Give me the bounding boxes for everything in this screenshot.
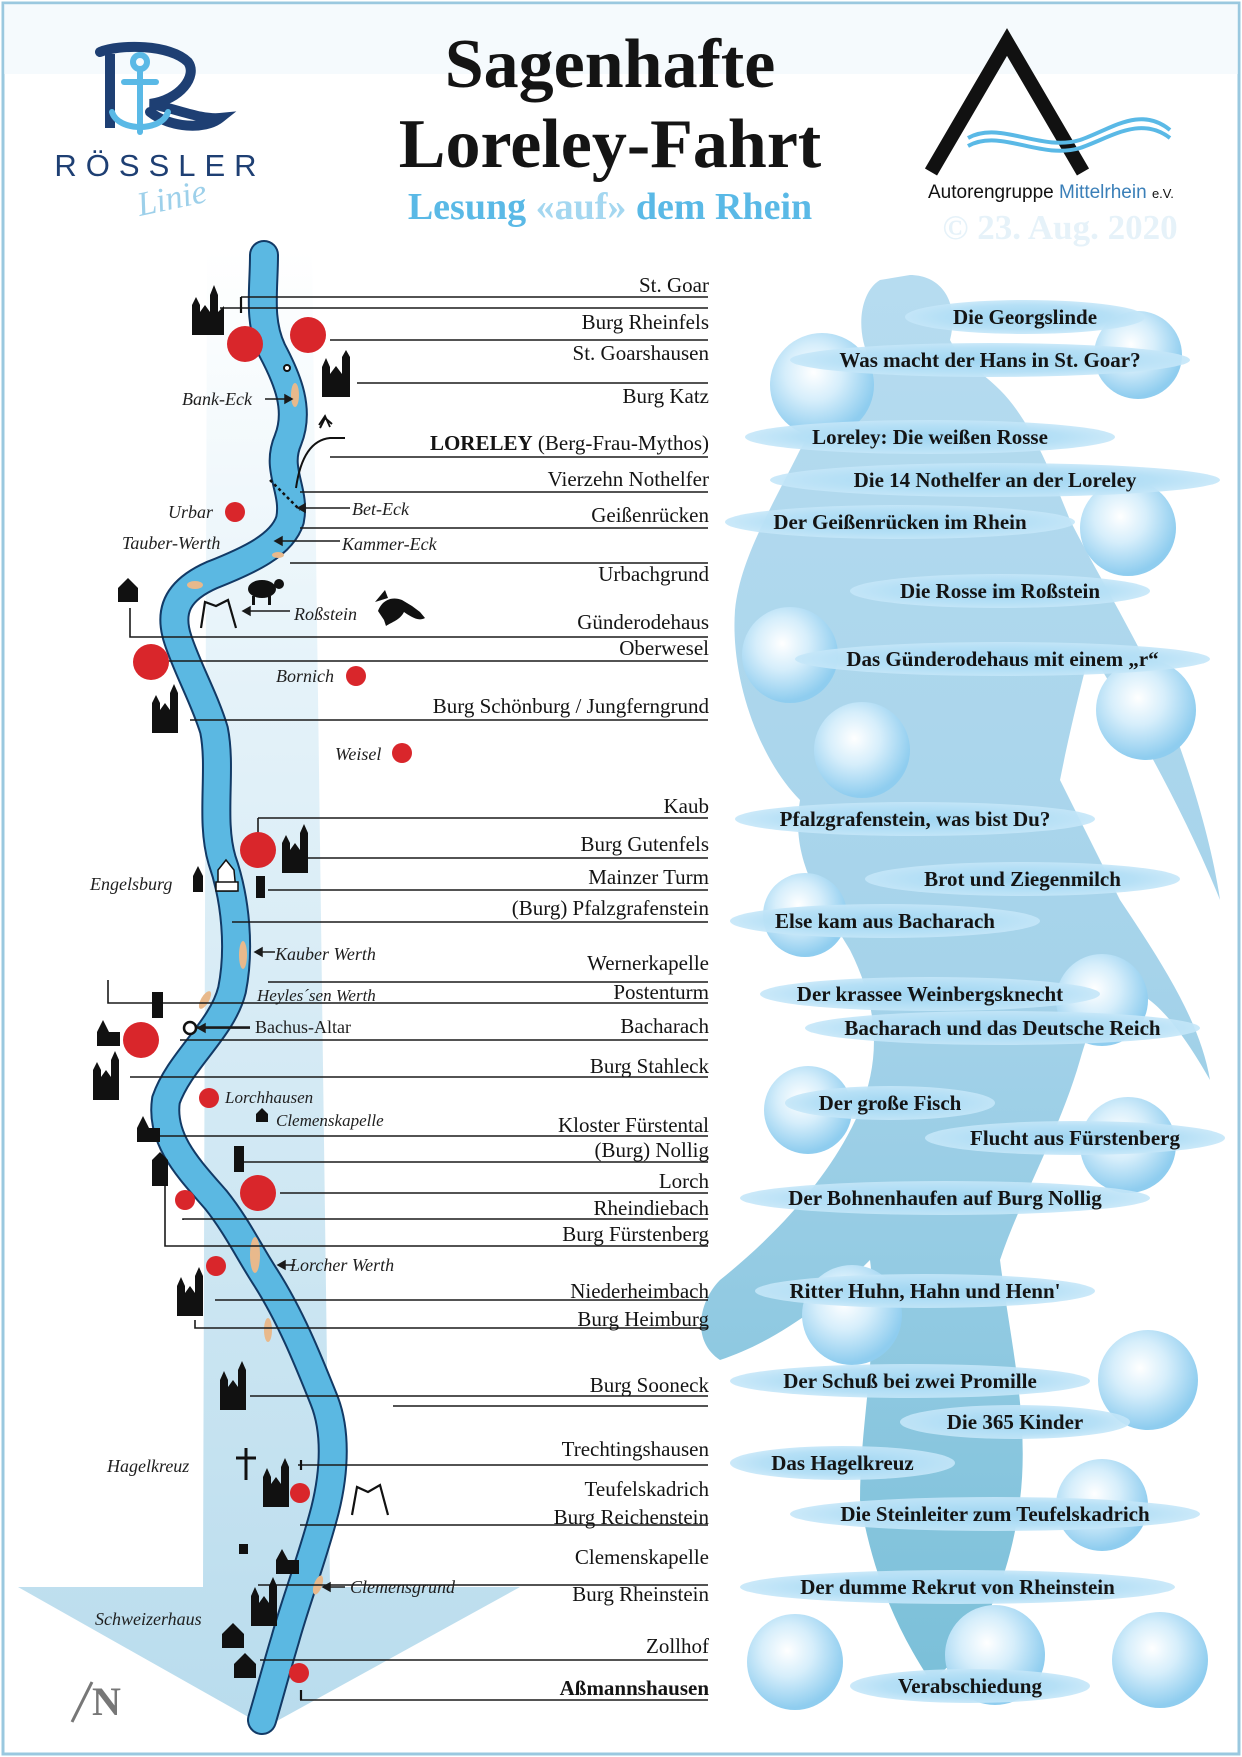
stop-label: Bacharach — [620, 1014, 709, 1038]
loreley-bold: LORELEY — [429, 431, 533, 455]
place-label: Clemensgrund — [350, 1577, 455, 1597]
story-label: Verabschiedung — [850, 1669, 1090, 1703]
compass-needle — [72, 1682, 92, 1722]
place-label: Bank-Eck — [182, 389, 252, 409]
stop-label: Clemenskapelle — [574, 1545, 709, 1569]
autorengruppe-part2: Mittelrhein — [1059, 182, 1147, 203]
story-label: Die Steinleiter zum Teufelskadrich — [790, 1497, 1200, 1531]
stop-label: (Burg) Nollig — [594, 1138, 709, 1162]
place-label: Kauber Werth — [275, 944, 376, 964]
place-label: Hagelkreuz — [107, 1456, 190, 1476]
stop-label-loreley — [430, 433, 709, 454]
autorengruppe-text — [928, 183, 1218, 202]
place-label: Heyles´sen Werth — [257, 986, 376, 1005]
stop-label: Burg Schönburg / Jungferngrund — [432, 694, 709, 718]
story-label: Der Geißenrücken im Rhein — [725, 505, 1075, 539]
stop-label: Burg Sooneck — [589, 1373, 709, 1397]
stop-label: Urbachgrund — [598, 562, 709, 586]
story-label: Die Georgslinde — [905, 300, 1145, 334]
place-label: Bornich — [276, 666, 334, 686]
stop-label: Wernerkapelle — [587, 951, 709, 975]
story-label: Die Rosse im Roßstein — [850, 574, 1150, 608]
place-label: Weisel — [335, 744, 382, 764]
story-label: Was macht der Hans in St. Goar? — [790, 343, 1190, 377]
stop-label: Niederheimbach — [570, 1279, 709, 1303]
stop-label: Burg Heimburg — [577, 1307, 709, 1331]
story-label: Bacharach und das Deutsche Reich — [805, 1011, 1200, 1045]
story-label: Else kam aus Bacharach — [730, 904, 1040, 938]
title-line2: Loreley-Fahrt — [398, 106, 822, 183]
story-label: Der Bohnenhaufen auf Burg Nollig — [740, 1181, 1150, 1215]
place-label: Bachus-Altar — [255, 1017, 351, 1037]
stop-label: Aßmannshausen — [559, 1676, 709, 1700]
story-label: Flucht aus Fürstenberg — [925, 1121, 1225, 1155]
stop-label: Teufelskadrich — [584, 1477, 709, 1501]
stop-label: Kloster Fürstental — [557, 1113, 709, 1137]
subtitle-part1: Lesung — [407, 186, 527, 228]
stop-label: (Burg) Pfalzgrafenstein — [511, 896, 709, 920]
stop-label: St. Goar — [639, 273, 709, 297]
stop-label: Rheindiebach — [593, 1196, 709, 1220]
story-label: Die 14 Nothelfer an der Loreley — [770, 463, 1220, 497]
story-label: Pfalzgrafenstein, was bist Du? — [735, 802, 1095, 836]
horse-icon — [375, 590, 425, 626]
compass-label: N — [92, 1679, 121, 1724]
stop-label: Burg Fürstenberg — [562, 1222, 709, 1246]
stop-label: Trechtingshausen — [561, 1437, 709, 1461]
story-label: Der krassee Weinbergsknecht — [760, 977, 1100, 1011]
stop-label: Geißenrücken — [591, 503, 709, 527]
stop-label: Burg Gutenfels — [580, 832, 709, 856]
stop-label: Burg Rheinfels — [581, 310, 709, 334]
copyright: © 23. Aug. 2020 — [942, 208, 1178, 247]
place-label: Kammer-Eck — [342, 534, 437, 554]
story-label: Loreley: Die weißen Rosse — [745, 420, 1115, 454]
story-label: Das Hagelkreuz — [730, 1446, 955, 1480]
place-label: Tauber-Werth — [122, 533, 221, 553]
stop-label: Burg Rheinstein — [572, 1582, 709, 1606]
roessler-script: Linie — [133, 173, 210, 224]
story-label: Ritter Huhn, Hahn und Henn' — [755, 1274, 1095, 1308]
autorengruppe-suffix: e.V. — [1151, 186, 1174, 201]
title-line1: Sagenhafte — [444, 26, 776, 103]
stop-label: St. Goarshausen — [572, 341, 709, 365]
stop-label: Günderodehaus — [577, 610, 709, 634]
story-label: Der dumme Rekrut von Rheinstein — [740, 1570, 1175, 1604]
place-label: Urbar — [168, 502, 214, 522]
subtitle — [360, 188, 860, 226]
subtitle-part3: dem Rhein — [635, 186, 813, 228]
stop-label: Vierzehn Nothelfer — [547, 467, 709, 491]
story-label: Der Schuß bei zwei Promille — [730, 1364, 1090, 1398]
story-label: Die 365 Kinder — [900, 1405, 1130, 1439]
story-label: Brot und Ziegenmilch — [865, 862, 1180, 896]
stop-label: Burg Reichenstein — [553, 1505, 709, 1529]
stop-label: Oberwesel — [619, 636, 709, 660]
roessler-name: RÖSSLER — [54, 148, 266, 183]
place-label: Engelsburg — [90, 874, 173, 894]
place-label: Bet-Eck — [352, 499, 409, 519]
stop-label: Burg Katz — [622, 384, 709, 408]
loreley-suffix: (Berg-Frau-Mythos) — [537, 431, 709, 455]
stop-label: Kaub — [663, 794, 709, 818]
story-label: Der große Fisch — [785, 1086, 995, 1120]
place-label: Clemenskapelle — [276, 1111, 384, 1130]
story-label: Das Günderodehaus mit einem „r“ — [795, 642, 1210, 676]
stop-label: Postenturm — [613, 980, 709, 1004]
stop-label: Zollhof — [646, 1634, 709, 1658]
stop-label: Lorch — [658, 1169, 709, 1193]
autorengruppe-part1: Autorengruppe — [928, 182, 1054, 203]
place-label: Schweizerhaus — [95, 1609, 202, 1629]
place-label: Roßstein — [294, 604, 357, 624]
subtitle-part2: «auf» — [535, 186, 627, 228]
place-label: Lorcher Werth — [290, 1255, 395, 1275]
place-label: Lorchhausen — [225, 1088, 314, 1107]
stop-label: Mainzer Turm — [588, 865, 709, 889]
stop-label: Burg Stahleck — [589, 1054, 709, 1078]
